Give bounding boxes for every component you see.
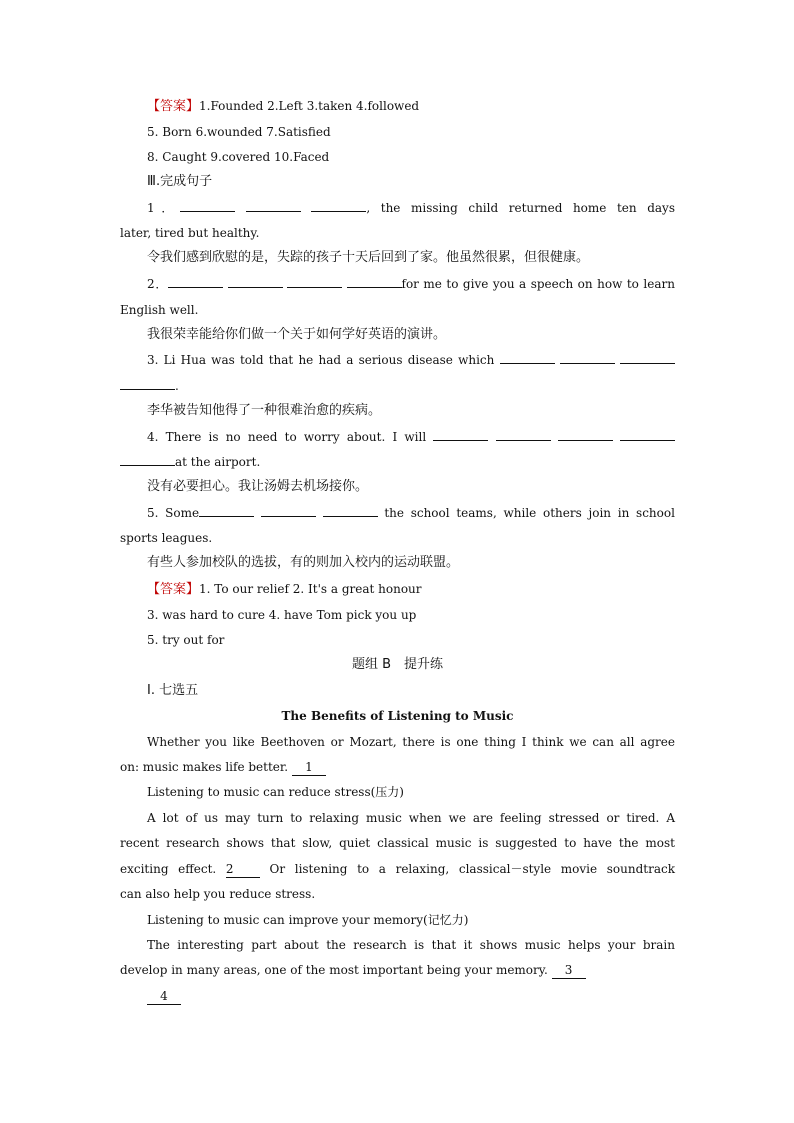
answer-line: 5. try out for [147,633,225,647]
blank-2: 2 [226,861,260,878]
answer-line: 3. was hard to cure 4. have Tom pick you up [147,608,417,622]
paragraph-line: develop in many areas, one of the most important being your memory. 3 [120,962,675,979]
paragraph-line: exciting effect. 2 Or listening to a relaxing, classical－style movie soundtrack [120,862,675,876]
paragraph-line: A lot of us may turn to relaxing music when we are feeling stressed or tired. A [147,811,675,825]
paragraph-line: can also help you reduce stress. [120,887,316,901]
subheading: Listening to music can reduce stress(压力) [147,785,404,799]
question-5-cn: 有些人参加校队的选拔，有的则加入校内的运动联盟。 [147,555,460,570]
paragraph-line: The interesting part about the research is that it shows music helps your brain [147,938,675,952]
paragraph-line: on: music makes life better. 1 [120,759,675,776]
answer-line [147,98,675,115]
question-4: 4. There is no need to worry about. I will [147,429,675,445]
question-2: 2． for me to give you a speech on how to learn [147,277,675,291]
section-heading: Ⅲ.完成句子 [147,174,213,189]
answer-tag: 【答案】 [147,99,200,114]
question-1-cont: later, tired but healthy. [120,226,260,240]
question-3-cont: . [120,378,675,394]
blank-1: 1 [292,759,326,776]
blank-4: 4 [147,988,181,1005]
question-5-cont: sports leagues. [120,531,213,545]
question-1-cn: 令我们感到欣慰的是，失踪的孩子十天后回到了家。他虽然很累，但很健康。 [147,250,590,265]
answer-text: 1.Founded 2.Left 3.taken 4.followed [199,99,420,113]
question-4-cont: at the airport. [120,454,675,470]
passage-title: The Benefits of Listening to Music [281,709,514,723]
question-3: 3. Li Hua was told that he had a serious disease which [147,352,675,368]
subheading: Listening to music can improve your memory(记忆力) [147,913,469,927]
answer-line [147,581,675,598]
question-1: 1． , the missing child returned home ten days [147,201,675,215]
blank-3: 3 [552,962,586,979]
paragraph-line: recent research shows that slow, quiet classical music is suggested to have the most [120,836,675,850]
question-2-cont: English well. [120,303,199,317]
question-3-cn: 李华被告知他得了一种很难治愈的疾病。 [147,403,382,418]
answer-line: 5. Born 6.wounded 7.Satisfied [147,125,331,139]
answer-line: 8. Caught 9.covered 10.Faced [147,150,330,164]
group-heading: 题组 B 提升练 [351,657,444,672]
answer-tag: 【答案】 [147,582,200,597]
question-5: 5. Some the school teams, while others join in school [147,506,675,520]
question-4-cn: 没有必要担心。我让汤姆去机场接你。 [147,479,369,494]
paragraph-line: Whether you like Beethoven or Mozart, there is one thing I think we can all agree [147,735,675,749]
paragraph-line [147,988,675,1005]
question-2-cn: 我很荣幸能给你们做一个关于如何学好英语的演讲。 [147,327,447,342]
section-heading: Ⅰ. 七选五 [147,683,199,698]
answer-text: 1. To our relief 2. It's a great honour [199,582,422,596]
